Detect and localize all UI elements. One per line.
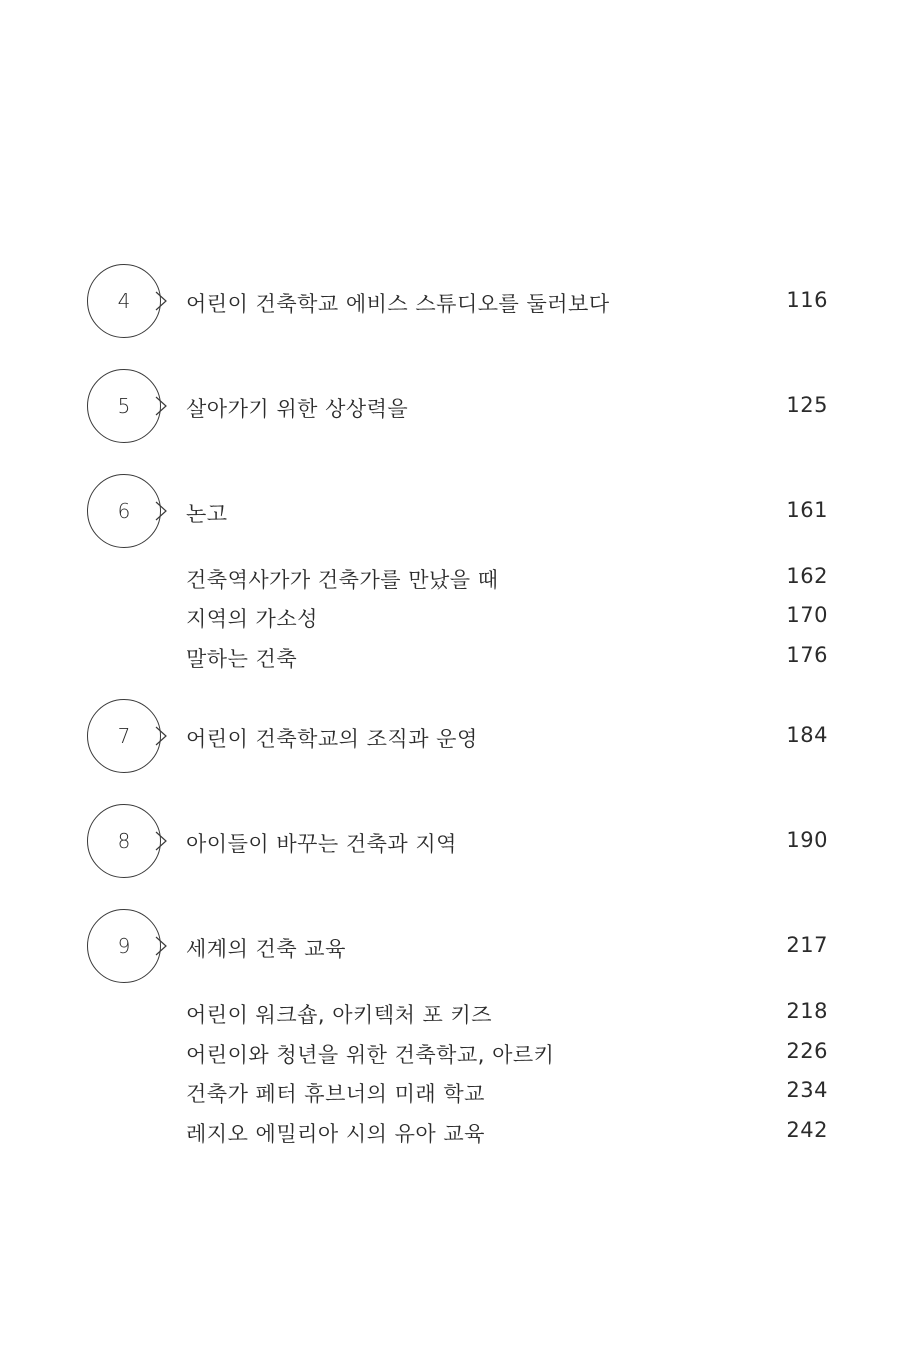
section-item <box>0 999 900 1029</box>
chevron-right-icon <box>154 935 168 957</box>
chapter-page: 161 <box>786 498 828 522</box>
chapter-number: 9 <box>117 934 131 958</box>
section-title: 건축역사가가 건축가를 만났을 때 <box>186 568 499 592</box>
chapter-page: 184 <box>786 723 828 747</box>
chapter-title: 논고 <box>186 502 228 526</box>
section-title: 레지오 에밀리아 시의 유아 교육 <box>186 1122 485 1146</box>
section-item <box>0 643 900 673</box>
chapter-title: 어린이 건축학교의 조직과 운영 <box>186 727 478 751</box>
chapter-number: 7 <box>117 724 131 748</box>
chevron-right-icon <box>154 290 168 312</box>
chapter-title: 세계의 건축 교육 <box>186 937 346 961</box>
section-page: 162 <box>786 564 828 588</box>
chevron-right-icon <box>154 725 168 747</box>
chapter-title: 아이들이 바꾸는 건축과 지역 <box>186 832 457 856</box>
chevron-right-icon <box>154 395 168 417</box>
chapter-page: 125 <box>786 393 828 417</box>
chapter-number-circle <box>87 264 161 338</box>
section-item <box>0 564 900 594</box>
chapter-number: 8 <box>117 829 131 853</box>
chapter-title: 살아가기 위한 상상력을 <box>186 397 409 421</box>
section-title: 어린이와 청년을 위한 건축학교, 아르키 <box>186 1043 555 1067</box>
chapter-number: 5 <box>117 394 131 418</box>
section-title: 말하는 건축 <box>186 647 298 671</box>
chapter-number-circle <box>87 369 161 443</box>
section-title: 어린이 워크숍, 아키텍처 포 키즈 <box>186 1003 493 1027</box>
chapter-title: 어린이 건축학교 에비스 스튜디오를 둘러보다 <box>186 292 610 316</box>
section-page: 218 <box>786 999 828 1023</box>
chevron-right-icon <box>154 500 168 522</box>
section-page: 226 <box>786 1039 828 1063</box>
chapter-number-circle <box>87 804 161 878</box>
chapter-page: 217 <box>786 933 828 957</box>
chevron-right-icon <box>154 830 168 852</box>
section-page: 170 <box>786 603 828 627</box>
section-item <box>0 603 900 633</box>
section-page: 234 <box>786 1078 828 1102</box>
section-page: 176 <box>786 643 828 667</box>
chapter-number-circle <box>87 474 161 548</box>
section-page: 242 <box>786 1118 828 1142</box>
chapter-number: 6 <box>117 499 131 523</box>
section-title: 지역의 가소성 <box>186 607 318 631</box>
chapter-page: 116 <box>786 288 828 312</box>
section-item <box>0 1039 900 1069</box>
section-title: 건축가 페터 휴브너의 미래 학교 <box>186 1082 485 1106</box>
chapter-number: 4 <box>117 289 131 313</box>
chapter-page: 190 <box>786 828 828 852</box>
chapter-number-circle <box>87 699 161 773</box>
section-item <box>0 1118 900 1148</box>
chapter-number-circle <box>87 909 161 983</box>
section-item <box>0 1078 900 1108</box>
